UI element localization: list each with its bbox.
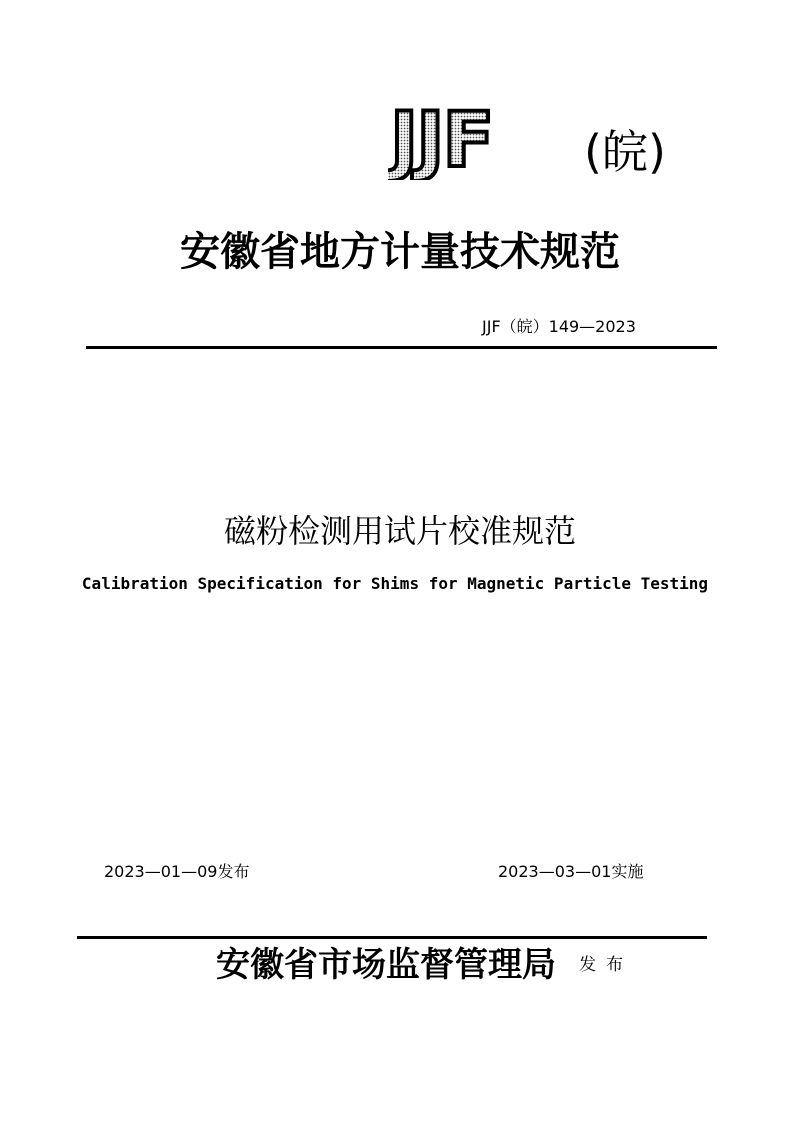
bottom-divider <box>77 936 707 939</box>
jjf-logo <box>388 100 698 190</box>
document-title-chinese: 磁粉检测用试片校准规范 <box>223 512 576 550</box>
top-divider <box>86 346 717 349</box>
document-number: JJF（皖）149—2023 <box>482 317 636 336</box>
issuer-name: 安徽省市场监督管理局 <box>216 945 556 985</box>
logo-province-label: (皖) <box>584 125 666 179</box>
issuer-action: 发布 <box>579 955 634 975</box>
authority-title: 安徽省地方计量技术规范 <box>180 228 620 275</box>
document-title-english: Calibration Specification for Shims for Magnetic Particle Testing <box>81 574 709 593</box>
issuer-block <box>216 940 633 990</box>
jjf-logo-mark <box>388 100 578 180</box>
issue-date: 2023—01—09发布 <box>104 862 250 881</box>
implementation-date: 2023—03—01实施 <box>498 862 644 881</box>
jjf-logo-text: JJF <box>390 100 493 180</box>
